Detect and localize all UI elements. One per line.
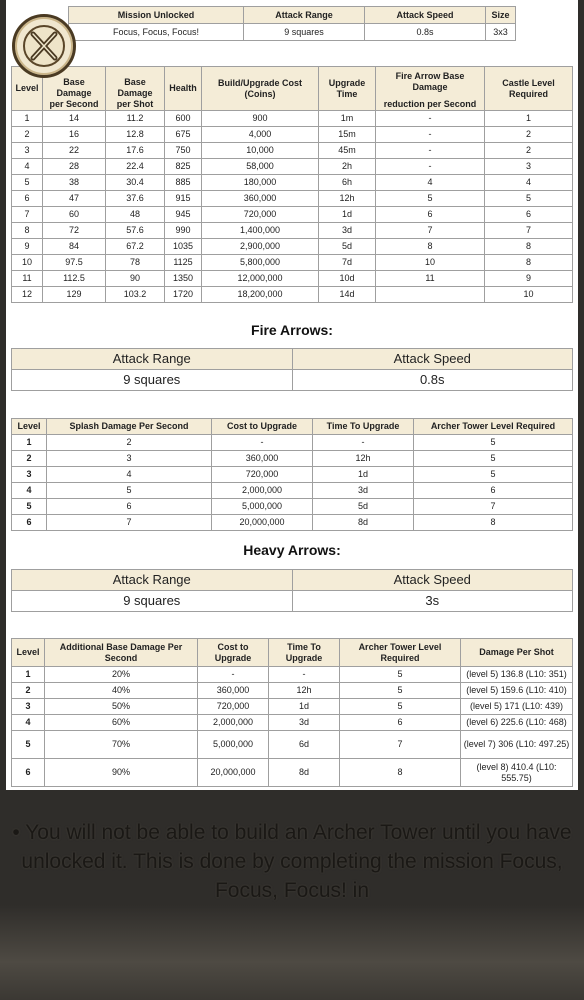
main-cell: 1035: [165, 239, 202, 255]
heavy-cell: 4: [12, 715, 45, 731]
main-cell: 17.6: [106, 143, 165, 159]
fire-splash-header: Splash Damage Per Second: [47, 419, 212, 435]
fire-cell: 1: [12, 435, 47, 451]
heavy-cell: (level 5) 171 (L10: 439): [461, 699, 573, 715]
heavy-attack-range-value: 9 squares: [12, 591, 293, 612]
fire-cell: 2: [12, 451, 47, 467]
base-damage-per-shot-header: Base Damage per Shot: [106, 67, 165, 111]
heavy-cell: 5,000,000: [198, 731, 269, 759]
main-cell: 2: [485, 143, 573, 159]
main-cell: 6: [12, 191, 43, 207]
heavy-tower-level-header: Archer Tower Level Required: [340, 639, 461, 667]
main-cell: 915: [165, 191, 202, 207]
fire-arrows-range-box: [11, 348, 573, 391]
main-cell: -: [376, 127, 485, 143]
main-cell: 10: [376, 255, 485, 271]
main-row: [12, 255, 573, 271]
main-cell: 7: [376, 223, 485, 239]
main-cell: 12h: [319, 191, 376, 207]
heavy-cell: 360,000: [198, 683, 269, 699]
main-cell: 2,900,000: [202, 239, 319, 255]
heavy-level-header: Level: [12, 639, 45, 667]
main-cell: 990: [165, 223, 202, 239]
main-cell: 9: [12, 239, 43, 255]
main-cell: -: [376, 111, 485, 127]
main-row: [12, 175, 573, 191]
fire-row: [12, 451, 573, 467]
main-cell: 8: [376, 239, 485, 255]
fire-tower-level-header: Archer Tower Level Required: [414, 419, 573, 435]
main-cell: 30.4: [106, 175, 165, 191]
main-cell: 11: [12, 271, 43, 287]
main-cell: 945: [165, 207, 202, 223]
main-cell: 1m: [319, 111, 376, 127]
main-cell: 11: [376, 271, 485, 287]
size-value: 3x3: [486, 24, 516, 41]
heavy-cell: 5: [340, 683, 461, 699]
heavy-cost-header: Cost to Upgrade: [198, 639, 269, 667]
fire-cell: 5: [414, 451, 573, 467]
bottom-fade: [0, 905, 584, 1000]
main-cell: 7: [12, 207, 43, 223]
main-cell: 5: [12, 175, 43, 191]
main-cell: 38: [43, 175, 106, 191]
main-cell: 5: [376, 191, 485, 207]
main-cell: 22: [43, 143, 106, 159]
main-cell: 1: [485, 111, 573, 127]
level-header: Level: [12, 67, 43, 111]
heavy-cell: 60%: [45, 715, 198, 731]
main-cell: 16: [43, 127, 106, 143]
heavy-cell: 5: [340, 699, 461, 715]
main-cell: 8: [485, 239, 573, 255]
main-cell: 7: [485, 223, 573, 239]
main-row: [12, 159, 573, 175]
main-cell: 1,400,000: [202, 223, 319, 239]
heavy-cell: 1: [12, 667, 45, 683]
heavy-arrows-range-box: [11, 569, 573, 612]
main-cell: 180,000: [202, 175, 319, 191]
fire-cell: 3: [47, 451, 212, 467]
main-cell: 84: [43, 239, 106, 255]
main-cell: 10: [485, 287, 573, 303]
fire-row: [12, 435, 573, 451]
heavy-cell: 90%: [45, 759, 198, 787]
heavy-cell: (level 5) 159.6 (L10: 410): [461, 683, 573, 699]
heavy-row: [12, 667, 573, 683]
main-cell: 4: [12, 159, 43, 175]
heavy-cell: 1d: [269, 699, 340, 715]
main-cell: 60: [43, 207, 106, 223]
fire-cell: 1d: [313, 467, 414, 483]
main-cell: 12,000,000: [202, 271, 319, 287]
heavy-row: [12, 759, 573, 787]
fire-row: [12, 515, 573, 531]
main-cell: 15m: [319, 127, 376, 143]
heavy-row: [12, 715, 573, 731]
fire-cell: 8: [414, 515, 573, 531]
main-cell: 14: [43, 111, 106, 127]
fire-cell: 5: [414, 435, 573, 451]
main-row: [12, 111, 573, 127]
fire-cell: 6: [47, 499, 212, 515]
fire-cell: 720,000: [212, 467, 313, 483]
fire-cell: 7: [414, 499, 573, 515]
heavy-cell: -: [269, 667, 340, 683]
heavy-cell: 720,000: [198, 699, 269, 715]
fire-row: [12, 483, 573, 499]
fire-cell: 5d: [313, 499, 414, 515]
main-cell: 11.2: [106, 111, 165, 127]
fire-cell: 5,000,000: [212, 499, 313, 515]
heavy-cell: (level 8) 410.4 (L10: 555.75): [461, 759, 573, 787]
main-cell: 18,200,000: [202, 287, 319, 303]
main-cell: 600: [165, 111, 202, 127]
main-cell: 2h: [319, 159, 376, 175]
main-cell: 8: [485, 255, 573, 271]
fire-arrows-title: Fire Arrows:: [251, 322, 333, 338]
main-row: [12, 207, 573, 223]
main-cell: -: [376, 159, 485, 175]
main-cell: 10d: [319, 271, 376, 287]
main-cell: 129: [43, 287, 106, 303]
fire-attack-range-value: 9 squares: [12, 370, 293, 391]
fire-attack-speed-label: Attack Speed: [292, 349, 573, 370]
heavy-cell: 6: [12, 759, 45, 787]
mission-value: Focus, Focus, Focus!: [69, 24, 244, 41]
tower-level-table: [11, 66, 573, 303]
mission-header: Mission Unlocked: [69, 7, 244, 24]
main-cell: 4: [485, 175, 573, 191]
health-header: Health: [165, 67, 202, 111]
close-x-icon: [21, 23, 67, 69]
main-cell: 97.5: [43, 255, 106, 271]
main-cell: -: [376, 143, 485, 159]
main-row: [12, 287, 573, 303]
close-button[interactable]: [12, 14, 76, 78]
main-cell: 750: [165, 143, 202, 159]
main-cell: 48: [106, 207, 165, 223]
main-cell: 900: [202, 111, 319, 127]
fire-arrows-table: [11, 418, 573, 531]
fire-cell: 360,000: [212, 451, 313, 467]
fire-cost-header: Cost to Upgrade: [212, 419, 313, 435]
main-cell: 5: [485, 191, 573, 207]
footer-instruction-text: • You will not be able to build an Archer Tower until you have unlocked it. This is done by completing the mission Focus, Focus, Focus! in: [12, 821, 572, 902]
main-cell: 5d: [319, 239, 376, 255]
main-cell: 885: [165, 175, 202, 191]
main-row: [12, 271, 573, 287]
main-row: [12, 127, 573, 143]
main-cell: 3: [485, 159, 573, 175]
heavy-damage-per-shot-header: Damage Per Shot: [461, 639, 573, 667]
main-cell: [376, 287, 485, 303]
fire-attack-range-label: Attack Range: [12, 349, 293, 370]
fire-cell: -: [313, 435, 414, 451]
fire-cell: 3: [12, 467, 47, 483]
main-cell: 14d: [319, 287, 376, 303]
heavy-row: [12, 731, 573, 759]
main-cell: 57.6: [106, 223, 165, 239]
fire-cell: 6: [414, 483, 573, 499]
main-row: [12, 223, 573, 239]
fire-cell: 12h: [313, 451, 414, 467]
main-cell: 2: [12, 127, 43, 143]
heavy-cell: 5: [12, 731, 45, 759]
heavy-cell: 20,000,000: [198, 759, 269, 787]
attack-range-header: Attack Range: [244, 7, 365, 24]
main-cell: 22.4: [106, 159, 165, 175]
main-cell: 37.6: [106, 191, 165, 207]
fire-cell: 20,000,000: [212, 515, 313, 531]
heavy-cell: 8d: [269, 759, 340, 787]
main-cell: 2: [485, 127, 573, 143]
main-cell: 8: [12, 223, 43, 239]
main-cell: 7d: [319, 255, 376, 271]
fire-cell: 2: [47, 435, 212, 451]
main-cell: 3: [12, 143, 43, 159]
fire-cell: 2,000,000: [212, 483, 313, 499]
upgrade-time-header: Upgrade Time: [319, 67, 376, 111]
main-cell: 10: [12, 255, 43, 271]
main-cell: 825: [165, 159, 202, 175]
heavy-cell: 40%: [45, 683, 198, 699]
main-cell: 72: [43, 223, 106, 239]
heavy-attack-range-label: Attack Range: [12, 570, 293, 591]
main-cell: 45m: [319, 143, 376, 159]
main-cell: 1d: [319, 207, 376, 223]
fire-cell: 5: [414, 467, 573, 483]
fire-level-header: Level: [12, 419, 47, 435]
main-cell: 360,000: [202, 191, 319, 207]
fire-row: [12, 499, 573, 515]
main-cell: 78: [106, 255, 165, 271]
heavy-cell: 2: [12, 683, 45, 699]
main-row: [12, 191, 573, 207]
mission-table: [68, 6, 516, 41]
main-cell: 6: [485, 207, 573, 223]
heavy-cell: 50%: [45, 699, 198, 715]
fire-cell: 4: [12, 483, 47, 499]
heavy-cell: 3: [12, 699, 45, 715]
fire-attack-speed-value: 0.8s: [292, 370, 573, 391]
fire-cell: 5: [47, 483, 212, 499]
heavy-cell: 5: [340, 667, 461, 683]
fire-cell: 5: [12, 499, 47, 515]
fire-time-header: Time To Upgrade: [313, 419, 414, 435]
attack-speed-header: Attack Speed: [365, 7, 486, 24]
heavy-cell: 3d: [269, 715, 340, 731]
main-cell: 6: [376, 207, 485, 223]
heavy-cell: -: [198, 667, 269, 683]
heavy-cell: (level 7) 306 (L10: 497.25): [461, 731, 573, 759]
fire-cell: 6: [12, 515, 47, 531]
main-cell: 112.5: [43, 271, 106, 287]
heavy-cell: 6d: [269, 731, 340, 759]
main-cell: 4,000: [202, 127, 319, 143]
base-damage-per-second-header: Base Damage per Second: [43, 67, 106, 111]
heavy-cell: 6: [340, 715, 461, 731]
fire-arrow-reduction-header: Fire Arrow Base Damage reduction per Second: [376, 67, 485, 111]
attack-range-value: 9 squares: [244, 24, 365, 41]
heavy-cell: (level 6) 225.6 (L10: 468): [461, 715, 573, 731]
heavy-time-header: Time To Upgrade: [269, 639, 340, 667]
main-cell: 90: [106, 271, 165, 287]
attack-speed-value: 0.8s: [365, 24, 486, 41]
build-cost-header: Build/Upgrade Cost (Coins): [202, 67, 319, 111]
heavy-cell: 12h: [269, 683, 340, 699]
main-cell: 12: [12, 287, 43, 303]
fire-row: [12, 467, 573, 483]
main-row: [12, 239, 573, 255]
size-header: Size: [486, 7, 516, 24]
heavy-row: [12, 699, 573, 715]
main-cell: 3d: [319, 223, 376, 239]
main-cell: 103.2: [106, 287, 165, 303]
main-cell: 1125: [165, 255, 202, 271]
heavy-cell: 20%: [45, 667, 198, 683]
main-cell: 4: [376, 175, 485, 191]
heavy-arrows-title: Heavy Arrows:: [243, 542, 341, 558]
main-cell: 1: [12, 111, 43, 127]
stats-sheet: [6, 0, 578, 790]
main-row: [12, 143, 573, 159]
heavy-additional-damage-header: Additional Base Damage Per Second: [45, 639, 198, 667]
fire-cell: 4: [47, 467, 212, 483]
heavy-cell: 70%: [45, 731, 198, 759]
main-cell: 10,000: [202, 143, 319, 159]
main-cell: 720,000: [202, 207, 319, 223]
main-cell: 675: [165, 127, 202, 143]
main-cell: 1350: [165, 271, 202, 287]
heavy-arrows-table: [11, 638, 573, 787]
fire-cell: 7: [47, 515, 212, 531]
fire-cell: 8d: [313, 515, 414, 531]
main-cell: 9: [485, 271, 573, 287]
main-cell: 58,000: [202, 159, 319, 175]
heavy-attack-speed-value: 3s: [292, 591, 573, 612]
main-cell: 1720: [165, 287, 202, 303]
heavy-cell: (level 5) 136.8 (L10: 351): [461, 667, 573, 683]
fire-cell: 3d: [313, 483, 414, 499]
main-cell: 47: [43, 191, 106, 207]
heavy-cell: 8: [340, 759, 461, 787]
heavy-row: [12, 683, 573, 699]
castle-level-header: Castle Level Required: [485, 67, 573, 111]
fire-cell: -: [212, 435, 313, 451]
heavy-attack-speed-label: Attack Speed: [292, 570, 573, 591]
main-cell: 6h: [319, 175, 376, 191]
main-cell: 67.2: [106, 239, 165, 255]
main-cell: 28: [43, 159, 106, 175]
heavy-cell: 7: [340, 731, 461, 759]
main-cell: 5,800,000: [202, 255, 319, 271]
main-cell: 12.8: [106, 127, 165, 143]
heavy-cell: 2,000,000: [198, 715, 269, 731]
